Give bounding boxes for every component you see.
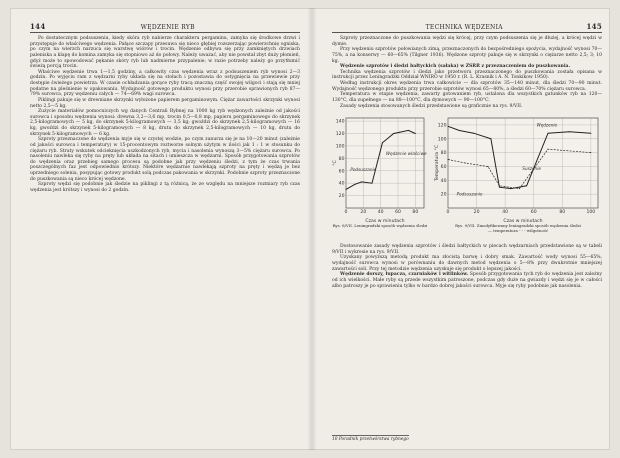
x-tick-label: 80 <box>559 210 566 216</box>
book-spread <box>10 8 610 450</box>
data-point <box>488 166 489 167</box>
y-tick-label: 100 <box>335 144 345 150</box>
y-tick-label: 100 <box>437 137 447 143</box>
paragraph: Zużycie materiałów pomocniczych wg danych Centrali Rybnej na 1000 kg ryb wędzonych zależnie od jakości surowca i sposobu wędzenia wynosi: drewna 3,2—3,6 mp, trocin 0,5—0,8 mp, papieru pergaminowego do skrzynek 2,5-kilogramowych — 5 kg, do skrzynek 5-kilogramowych — 3,5 kg; gwoździ do skrzynek 2,5-kilogramowych — 16 kg, gwoździ do skrzynek 5-kilogramowych — 8 kg, drutu do skrzynek 2,5-kilogramowych — 10 kg, drutu do skrzynek 5-kilogramowych — 6 kg. <box>30 109 300 137</box>
figure-8 <box>332 112 428 229</box>
right-page-number: 145 <box>586 22 602 31</box>
y-axis-label: Temperatura °C <box>435 145 440 182</box>
data-point <box>569 131 570 132</box>
y-axis-label: °C <box>333 160 338 166</box>
data-point <box>510 188 511 189</box>
y-tick-label: 120 <box>437 123 447 129</box>
figures-row <box>332 112 602 242</box>
figure-9-legend: — temperatura - - - wilgotność <box>487 227 549 233</box>
data-point <box>372 183 373 184</box>
paragraph: Szproty przeznaczone do puszkowania wędzi się krócej, przy czym podsuszenia się je dłużej, a krócej wędzi w dymie. <box>332 36 602 47</box>
bold-lead: Wędzenie dorszy, łupacza, czarniaków i witlinków. <box>340 272 469 278</box>
right-running-head: TECHNIKA WĘDZENIA <box>425 24 503 31</box>
chart-fig-8 <box>332 112 428 224</box>
x-tick-label: 60 <box>530 210 537 216</box>
right-page-text-bottom <box>332 244 602 289</box>
x-axis-label: Czas w minutach <box>503 219 543 225</box>
section-heading: Wędzenie szprotów i śledzi bałtyckich (sałaka) w ZSRR z przeznaczeniem do puszkowania. <box>340 64 571 70</box>
left-page-text <box>30 36 300 194</box>
chart-annotation: Podsuszanie <box>456 191 483 197</box>
y-tick-label: 20 <box>440 192 447 198</box>
y-tick-label: 20 <box>338 194 345 200</box>
paragraph: Po dostatecznym podsuszeniu, kiedy skóra ryb nabierze charakteru pergaminu, zamyka się środkowe drzwi i przystępuje do właściwego wędzenia. Pałące szczapy przesuwa się nieco głębiej rozszerzając powierzchnię ogniska, po czym na wierzch narzuca się warstwę wiórów i trocin. Wędzenie odbywa się przy zamkniętych drzwiach paleniska a klapę do komina zamyka się stopniowo aż do połowy. Należy uważać, aby nie powstał zbyt duży płomień, gdyż może to spowodować pękanie skóry ryb lub nadmierne przypalenie; w razie potrzeby należy go przytłumić świeżą porcją trocin. <box>30 36 300 70</box>
paragraph: Właściwe wędzenie trwa 1—1,5 godziny, a całkowity czas wędzenia wraz z podsuszeniem ryb wynosi 2—3 godzin. Po wyjęciu ram z wędzarni ryby układa się na stołach i pozostawia do ostygnięcia na przewiewie przy dostępie świeżego powietrza. W czasie ochładzania gorące ryby tracą znaczną część swojej wilgoci i stają się mniej podatne na pleśnienie w opakowaniu. Wydajność gotowego produktu wynosi przy przerobie sprawionych ryb 87—79% surowca, przy wędzeniu całych — 74—69% wagi surowca. <box>30 69 300 98</box>
data-point <box>415 133 416 134</box>
y-tick-label: 40 <box>440 178 447 184</box>
paragraph: Szproty wędzi się podobnie jak śledzie na piklingi z tą różnicą, że ze względu na mniejsze rozmiary ryb czas wędzenia jest krótszy i wynosi do 2 godzin. <box>30 182 300 193</box>
left-page <box>30 22 300 442</box>
data-point <box>473 133 474 134</box>
data-point <box>548 149 549 150</box>
chart-annotation: Suszenie <box>522 166 541 172</box>
x-tick-label: 80 <box>412 210 419 216</box>
paragraph <box>332 272 602 289</box>
data-point <box>519 188 520 189</box>
x-tick-label: 0 <box>446 210 450 216</box>
data-point <box>399 132 400 133</box>
y-tick-label: 120 <box>335 132 345 138</box>
x-tick-label: 60 <box>395 210 401 216</box>
right-page-text <box>332 36 602 109</box>
data-point <box>393 133 394 134</box>
y-tick-label: 60 <box>338 169 345 175</box>
data-point <box>408 130 409 131</box>
right-page <box>332 22 602 442</box>
chart-annotation: Wędzenie <box>536 122 558 128</box>
paragraph: Technika wędzenia szprotów i śledzi jako przetworu przeznaczonego do puszkowania została opisana w instrukcji przez Leningradzki Oddział WNIRO w 1950 r. (R. L. Krasnik i A. N. Tonkikow 1950). <box>332 69 602 81</box>
chart-annotation: Wędzenie właściwe <box>385 151 427 157</box>
x-tick-label: 40 <box>377 210 384 216</box>
data-point <box>346 189 347 190</box>
chart-annotation: Podsuszanie <box>350 166 377 172</box>
book-gutter <box>307 8 317 450</box>
data-point <box>382 142 383 143</box>
left-running-head: WĘDZENIE RYB <box>140 24 195 31</box>
data-point <box>459 130 460 131</box>
paragraph-rest: Sposób przygotowania tych ryb do wędzenia jest zależny od ich wielkości. Małe ryby są przede wszystkim patroszone, podczas gdy duże na gwiazdy i wędzi się je w całości albo patroszy je po sprawieniu tylko w bardzo dobrej jakości surowca. Myje się ryby podobnie jak nasolenia. <box>332 272 602 289</box>
y-tick-label: 80 <box>440 151 447 157</box>
x-axis-label: Czas w minutach <box>365 219 405 225</box>
paragraph: Zasady wędzenia stosowanych śledzi przedstawione są graficznie na rys. 9/VII. <box>340 103 523 109</box>
paragraph: Dostosowanie zasady wędzenia szprotów i śledzi bałtyckich w piecach wędzarniach przedstawione są w tabeli 9/VII i wykresie na rys. 9/VII. <box>332 244 602 255</box>
paragraph: Uzyskany powyższą metodą produkt ma złocistą barwę i dobry smak. Zawartość wody wynosi 55—65%, wydajność surowca wynosi w porównaniu do dawnych metod wędzenia o 5—8% przy dwukrotnie mniejszej zawartości soli. Przy tej metodzie wędzenia uzyskuje się produkt o lepszej jakości. <box>332 255 602 272</box>
x-tick-label: 0 <box>344 210 348 216</box>
data-point <box>354 184 355 185</box>
x-tick-label: 20 <box>360 210 367 216</box>
data-point <box>361 182 362 183</box>
data-point <box>590 133 591 134</box>
paragraph: Przy wędzeniu szprotów połowianych zimą, przeznaczonych do bezpośredniego spożycia, wydajność wynosi 70—75%, a na konserwy — 60—65% (Tilgner 1936). Wędzone szproty pakuje się w skrzynki o ciężarze netto 2,5; 3; 10 kg. <box>332 47 602 64</box>
paragraph: Temperatura w etapie wędzenia, zawarty gotowaniem ryb, ustalona dla wszystkich gatunków ryb na 120—130°C, dla zupełnego — na 88—100°C, dla dymowych — 90—100°C. <box>332 92 602 103</box>
paragraph: Według instrukcji okres wędzenia trwa całkowicie — dla szprotów 35—140 minut, dla śledzi 70—90 minut. Wydajność wędzonego produktu przy przerobie szprotów wynosi 65—80%, a śledzi 60—70% ciężaru surowca. <box>332 81 602 92</box>
y-tick-label: 140 <box>335 119 345 125</box>
figure-8-caption: Rys. 8/VII. Leningradzki sposób wędzenia śledzi <box>332 223 428 229</box>
data-point <box>499 185 500 186</box>
data-point <box>448 126 449 127</box>
data-point <box>448 159 449 160</box>
paragraph: Piklingi pakuje się w drewniane skrzynki wyłożone papierem pergaminowym. Ciężar zawartości skrzynki wynosi netto 2,5—5 kg. <box>30 97 300 109</box>
figure-9-caption: Rys. 9/VII. Zmodyfikowany leningradzki sposób wędzenia śledzi <box>455 223 581 229</box>
plot-frame <box>346 118 424 208</box>
data-point <box>526 185 527 186</box>
left-page-header <box>30 22 300 33</box>
footnote: 10 Poradnik przetwórstwa rybnego <box>332 437 409 442</box>
x-tick-label: 100 <box>586 210 596 216</box>
y-tick-label: 60 <box>440 165 447 171</box>
x-tick-label: 20 <box>473 210 480 216</box>
y-tick-label: 40 <box>338 181 345 187</box>
y-tick-label: 80 <box>338 156 345 162</box>
data-point <box>490 138 491 139</box>
data-point <box>499 187 500 188</box>
left-page-number: 144 <box>30 22 46 31</box>
paragraph: Szproty przeznaczone do wędzenia myje się w czystej wodzie, po czym zanurza się je na 10—20 minut (zależnie od jakości surowca i temperatury) w 15-procentowym roztworze solnym użytym w ilości jak 1 : 1 w stosunku do ciężaru ryb. Straty wskutek odcieknięcia uszkodzonych ryb, mycia i nasolenia wynoszą 3—5% ciężaru surowca. Po nasoleniu nawleka się ryby na pręty lub układa na sitach i umieszcza w wędzarni. Sposób przygotowania szprotów do wędzenia oraz przebieg samego procesu są podobne jak przy wędzeniu śledzi, z tym że czas trwania poszczególnych faz jest odpowiednio krótszy. Niektóre wędzarnie nawlekają szproty na pręty i wędzą je bez uprzedniego solenia, posypując gotowy produkt solą podczas pakowania w skrzynki. Podobnie szproty przeznaczone do puszkowania są nieco krócej wędzone. <box>30 137 300 182</box>
data-point <box>590 152 591 153</box>
x-tick-label: 40 <box>502 210 509 216</box>
right-page-header <box>332 22 602 33</box>
figure-9 <box>434 112 602 233</box>
data-point <box>465 163 466 164</box>
data-point <box>548 133 549 134</box>
chart-fig-9 <box>434 112 602 224</box>
